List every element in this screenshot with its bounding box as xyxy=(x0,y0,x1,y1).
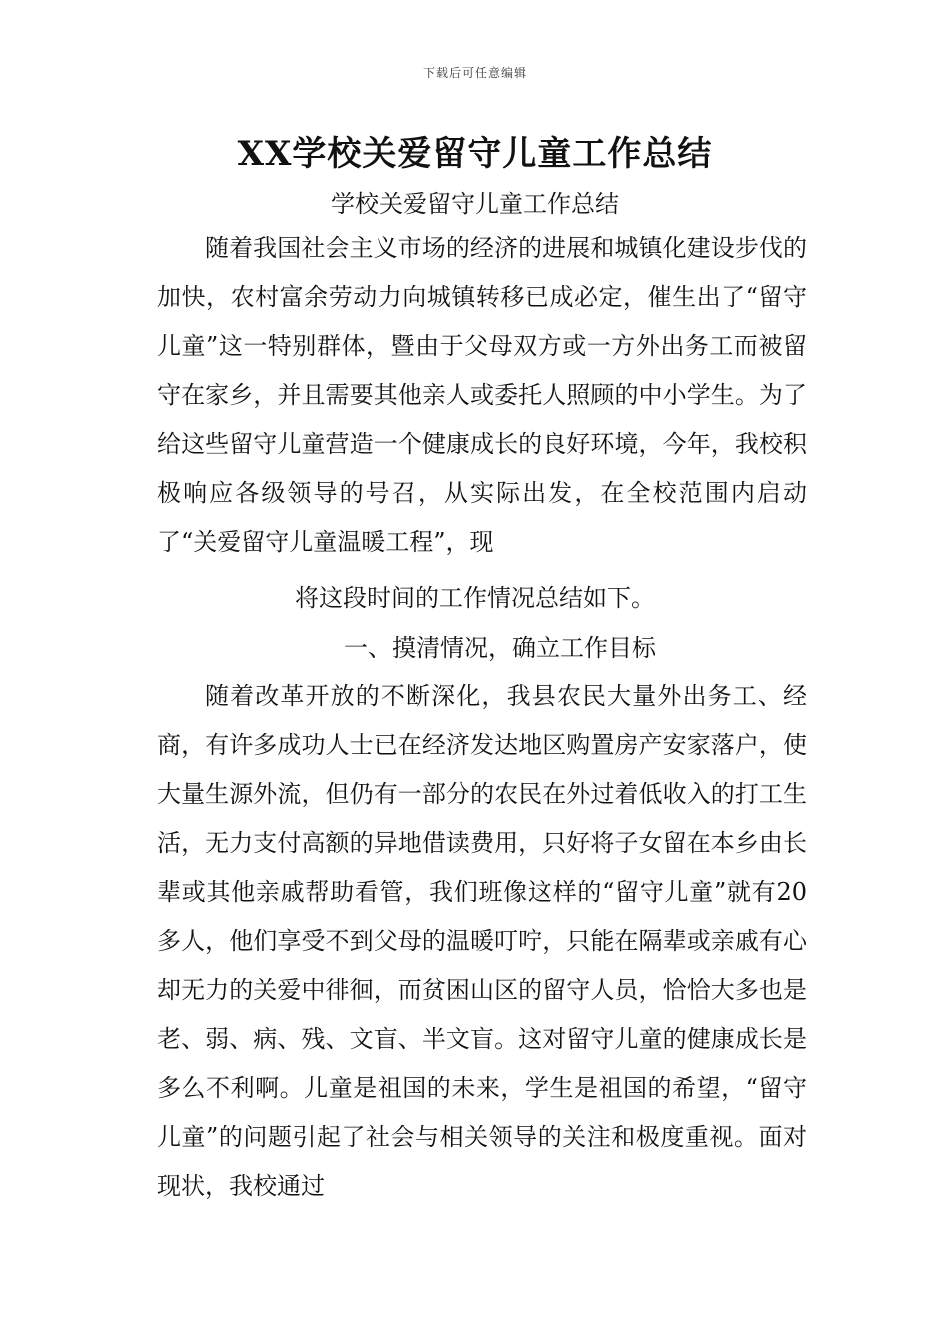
intro-paragraph: 随着我国社会主义市场的经济的进展和城镇化建设步伐的加快，农村富余劳动力向城镇转移已成必定，催生出了“留守儿童”这一特别群体，暨由于父母双方或一方外出务工而被留守在家乡，并且需要其他亲人或委托人照顾的中小学生。为了给这些留守儿童营造一个健康成长的良好环境，今年，我校积极响应各级领导的号召，从实际出发，在全校范围内启动了“关爱留守儿童温暖工程”，现 xyxy=(157,234,807,556)
intro-closing-line: 将这段时间的工作情况总结如下。 xyxy=(295,584,655,612)
section-1-paragraph: 随着改革开放的不断深化，我县农民大量外出务工、经商，有许多成功人士已在经济发达地区购置房产安家落户，使大量生源外流，但仍有一部分的农民在外过着低收入的打工生活，无力支付高额的异地借读费用，只好将子女留在本乡由长辈或其他亲戚帮助看管，我们班像这样的“留守儿童”就有20多人，他们享受不到父母的温暖叮咛，只能在隔辈或亲戚有心却无力的关爱中徘徊，而贫困山区的留守人员，恰恰大多也是老、弱、病、残、文盲、半文盲。这对留守儿童的健康成长是多么不利啊。儿童是祖国的未来，学生是祖国的希望，“留守儿童”的问题引起了社会与相关领导的关注和极度重视。面对现状，我校通过 xyxy=(157,682,807,1200)
section-1-heading: 一、摸清情况，确立工作目标 xyxy=(344,634,656,662)
page-header-note: 下载后可任意编辑 xyxy=(422,66,527,80)
document-title: XX学校关爱留守儿童工作总结 xyxy=(237,134,713,174)
document-subtitle: 学校关爱留守儿童工作总结 xyxy=(331,190,619,218)
